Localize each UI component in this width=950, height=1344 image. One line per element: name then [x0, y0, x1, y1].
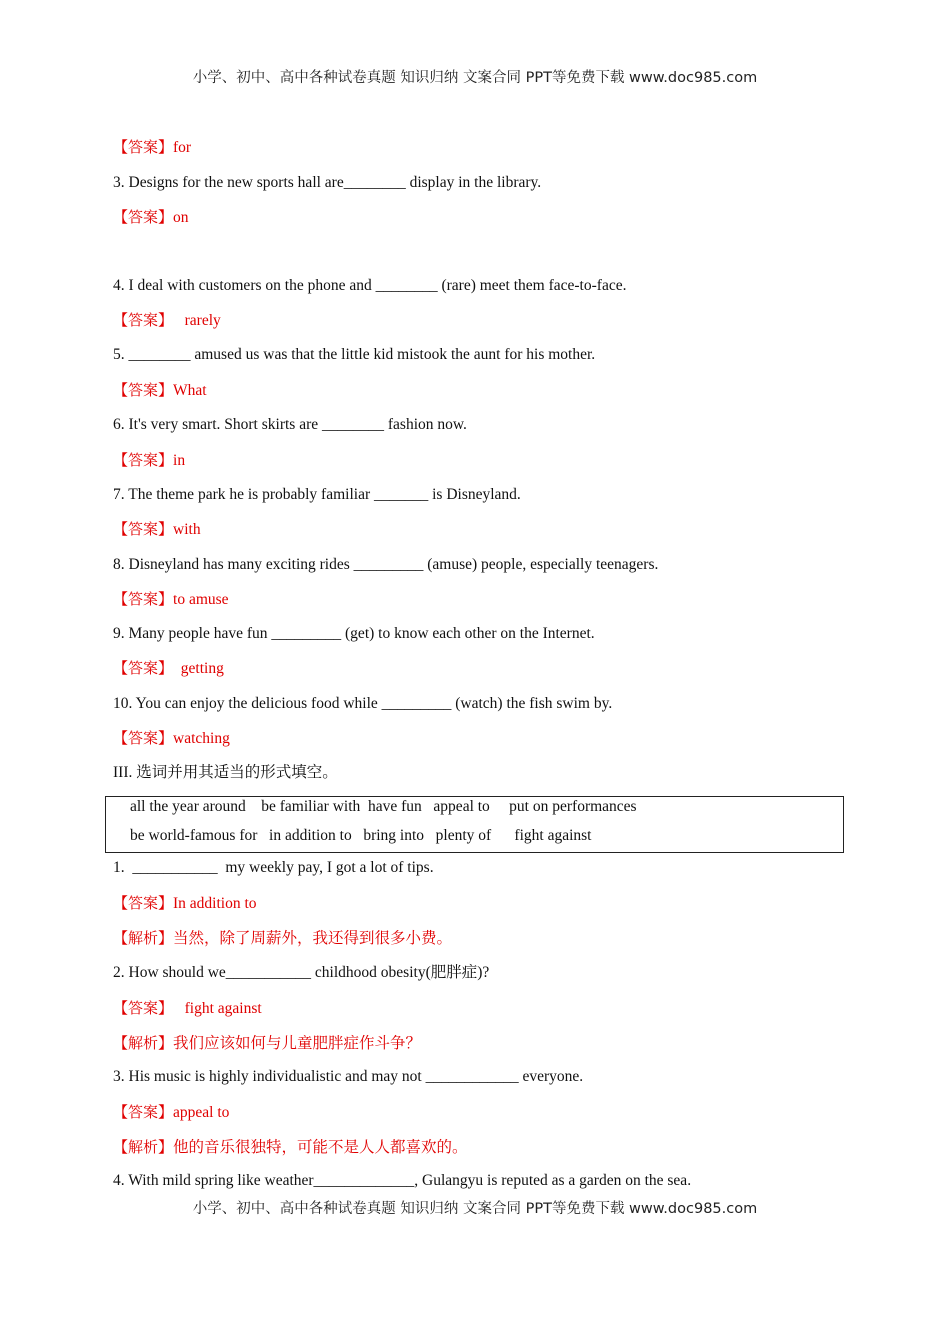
answer-line: [113, 380, 207, 401]
question-line: 3. Designs for the new sports hall are________ display in the library.: [113, 174, 542, 191]
question-line: 4. I deal with customers on the phone and ________ (rare) meet them face-to-face.: [113, 277, 627, 294]
question-line: 1. ___________ my weekly pay, I got a lot of tips.: [113, 859, 434, 876]
answer-line: [113, 998, 262, 1019]
analysis-tag: 【解析】: [113, 1034, 174, 1052]
answer-tag: 【答案】: [113, 659, 174, 677]
question-line: 7. The theme park he is probably familiar _______ is Disneyland.: [113, 486, 521, 503]
answer-tag: 【答案】: [113, 1103, 174, 1121]
analysis-line: [113, 928, 452, 949]
analysis-tag: 【解析】: [113, 1138, 174, 1156]
section-heading: III. 选词并用其适当的形式填空。: [113, 764, 338, 781]
question-line: 2. How should we___________ childhood obesity(肥胖症)?: [113, 964, 490, 981]
question-line: 9. Many people have fun _________ (get) to know each other on the Internet.: [113, 625, 595, 642]
answer-line: [113, 450, 185, 471]
answer-text: fight against: [173, 1000, 262, 1017]
answer-line: [113, 589, 229, 610]
answer-text: for: [173, 139, 192, 156]
answer-text: rarely: [173, 312, 221, 329]
word-bank-row: all the year around be familiar with have fun appeal to put on performances: [130, 798, 637, 815]
answer-text: on: [173, 209, 189, 226]
answer-text: appeal to: [173, 1104, 230, 1121]
answer-text: to amuse: [173, 591, 229, 608]
answer-line: [113, 893, 257, 914]
analysis-text: 我们应该如何与儿童肥胖症作斗争？: [173, 1035, 422, 1052]
answer-line: [113, 658, 224, 679]
question-line: 4. With mild spring like weather_____________, Gulangyu is reputed as a garden on the sea.: [113, 1172, 692, 1189]
word-bank-box: [105, 796, 844, 853]
answer-line: [113, 519, 201, 540]
answer-tag: 【答案】: [113, 381, 174, 399]
question-line: 5. ________ amused us was that the little kid mistook the aunt for his mother.: [113, 346, 596, 363]
answer-text: in: [173, 452, 186, 469]
word-bank-row: be world-famous for in addition to bring into plenty of fight against: [130, 827, 592, 844]
answer-tag: 【答案】: [113, 451, 174, 469]
answer-tag: 【答案】: [113, 729, 174, 747]
answer-line: [113, 310, 221, 331]
answer-line: [113, 137, 191, 158]
answer-text: What: [173, 382, 207, 399]
page-footer: 小学、初中、高中各种试卷真题 知识归纳 文案合同 PPT等免费下载 www.doc985.com: [192, 1201, 758, 1217]
answer-text: watching: [173, 730, 230, 747]
page-header: 小学、初中、高中各种试卷真题 知识归纳 文案合同 PPT等免费下载 www.doc985.com: [192, 70, 758, 86]
answer-text: getting: [173, 660, 224, 677]
answer-tag: 【答案】: [113, 311, 174, 329]
answer-tag: 【答案】: [113, 138, 174, 156]
answer-line: [113, 728, 230, 749]
analysis-line: [113, 1033, 421, 1054]
analysis-tag: 【解析】: [113, 929, 174, 947]
analysis-text: 当然，除了周薪外，我还得到很多小费。: [173, 930, 453, 947]
question-line: 8. Disneyland has many exciting rides _________ (amuse) people, especially teenagers.: [113, 556, 659, 573]
answer-text: In addition to: [173, 895, 257, 912]
answer-tag: 【答案】: [113, 208, 174, 226]
analysis-text: 他的音乐很独特，可能不是人人都喜欢的。: [173, 1139, 468, 1156]
answer-line: [113, 1102, 229, 1123]
answer-text: with: [173, 521, 201, 538]
question-line: 6. It's very smart. Short skirts are ________ fashion now.: [113, 416, 467, 433]
answer-tag: 【答案】: [113, 590, 174, 608]
question-line: 10. You can enjoy the delicious food while _________ (watch) the fish swim by.: [113, 695, 613, 712]
analysis-line: [113, 1137, 468, 1158]
answer-tag: 【答案】: [113, 999, 174, 1017]
answer-line: [113, 207, 189, 228]
question-line: 3. His music is highly individualistic and may not ____________ everyone.: [113, 1068, 584, 1085]
answer-tag: 【答案】: [113, 894, 174, 912]
answer-tag: 【答案】: [113, 520, 174, 538]
